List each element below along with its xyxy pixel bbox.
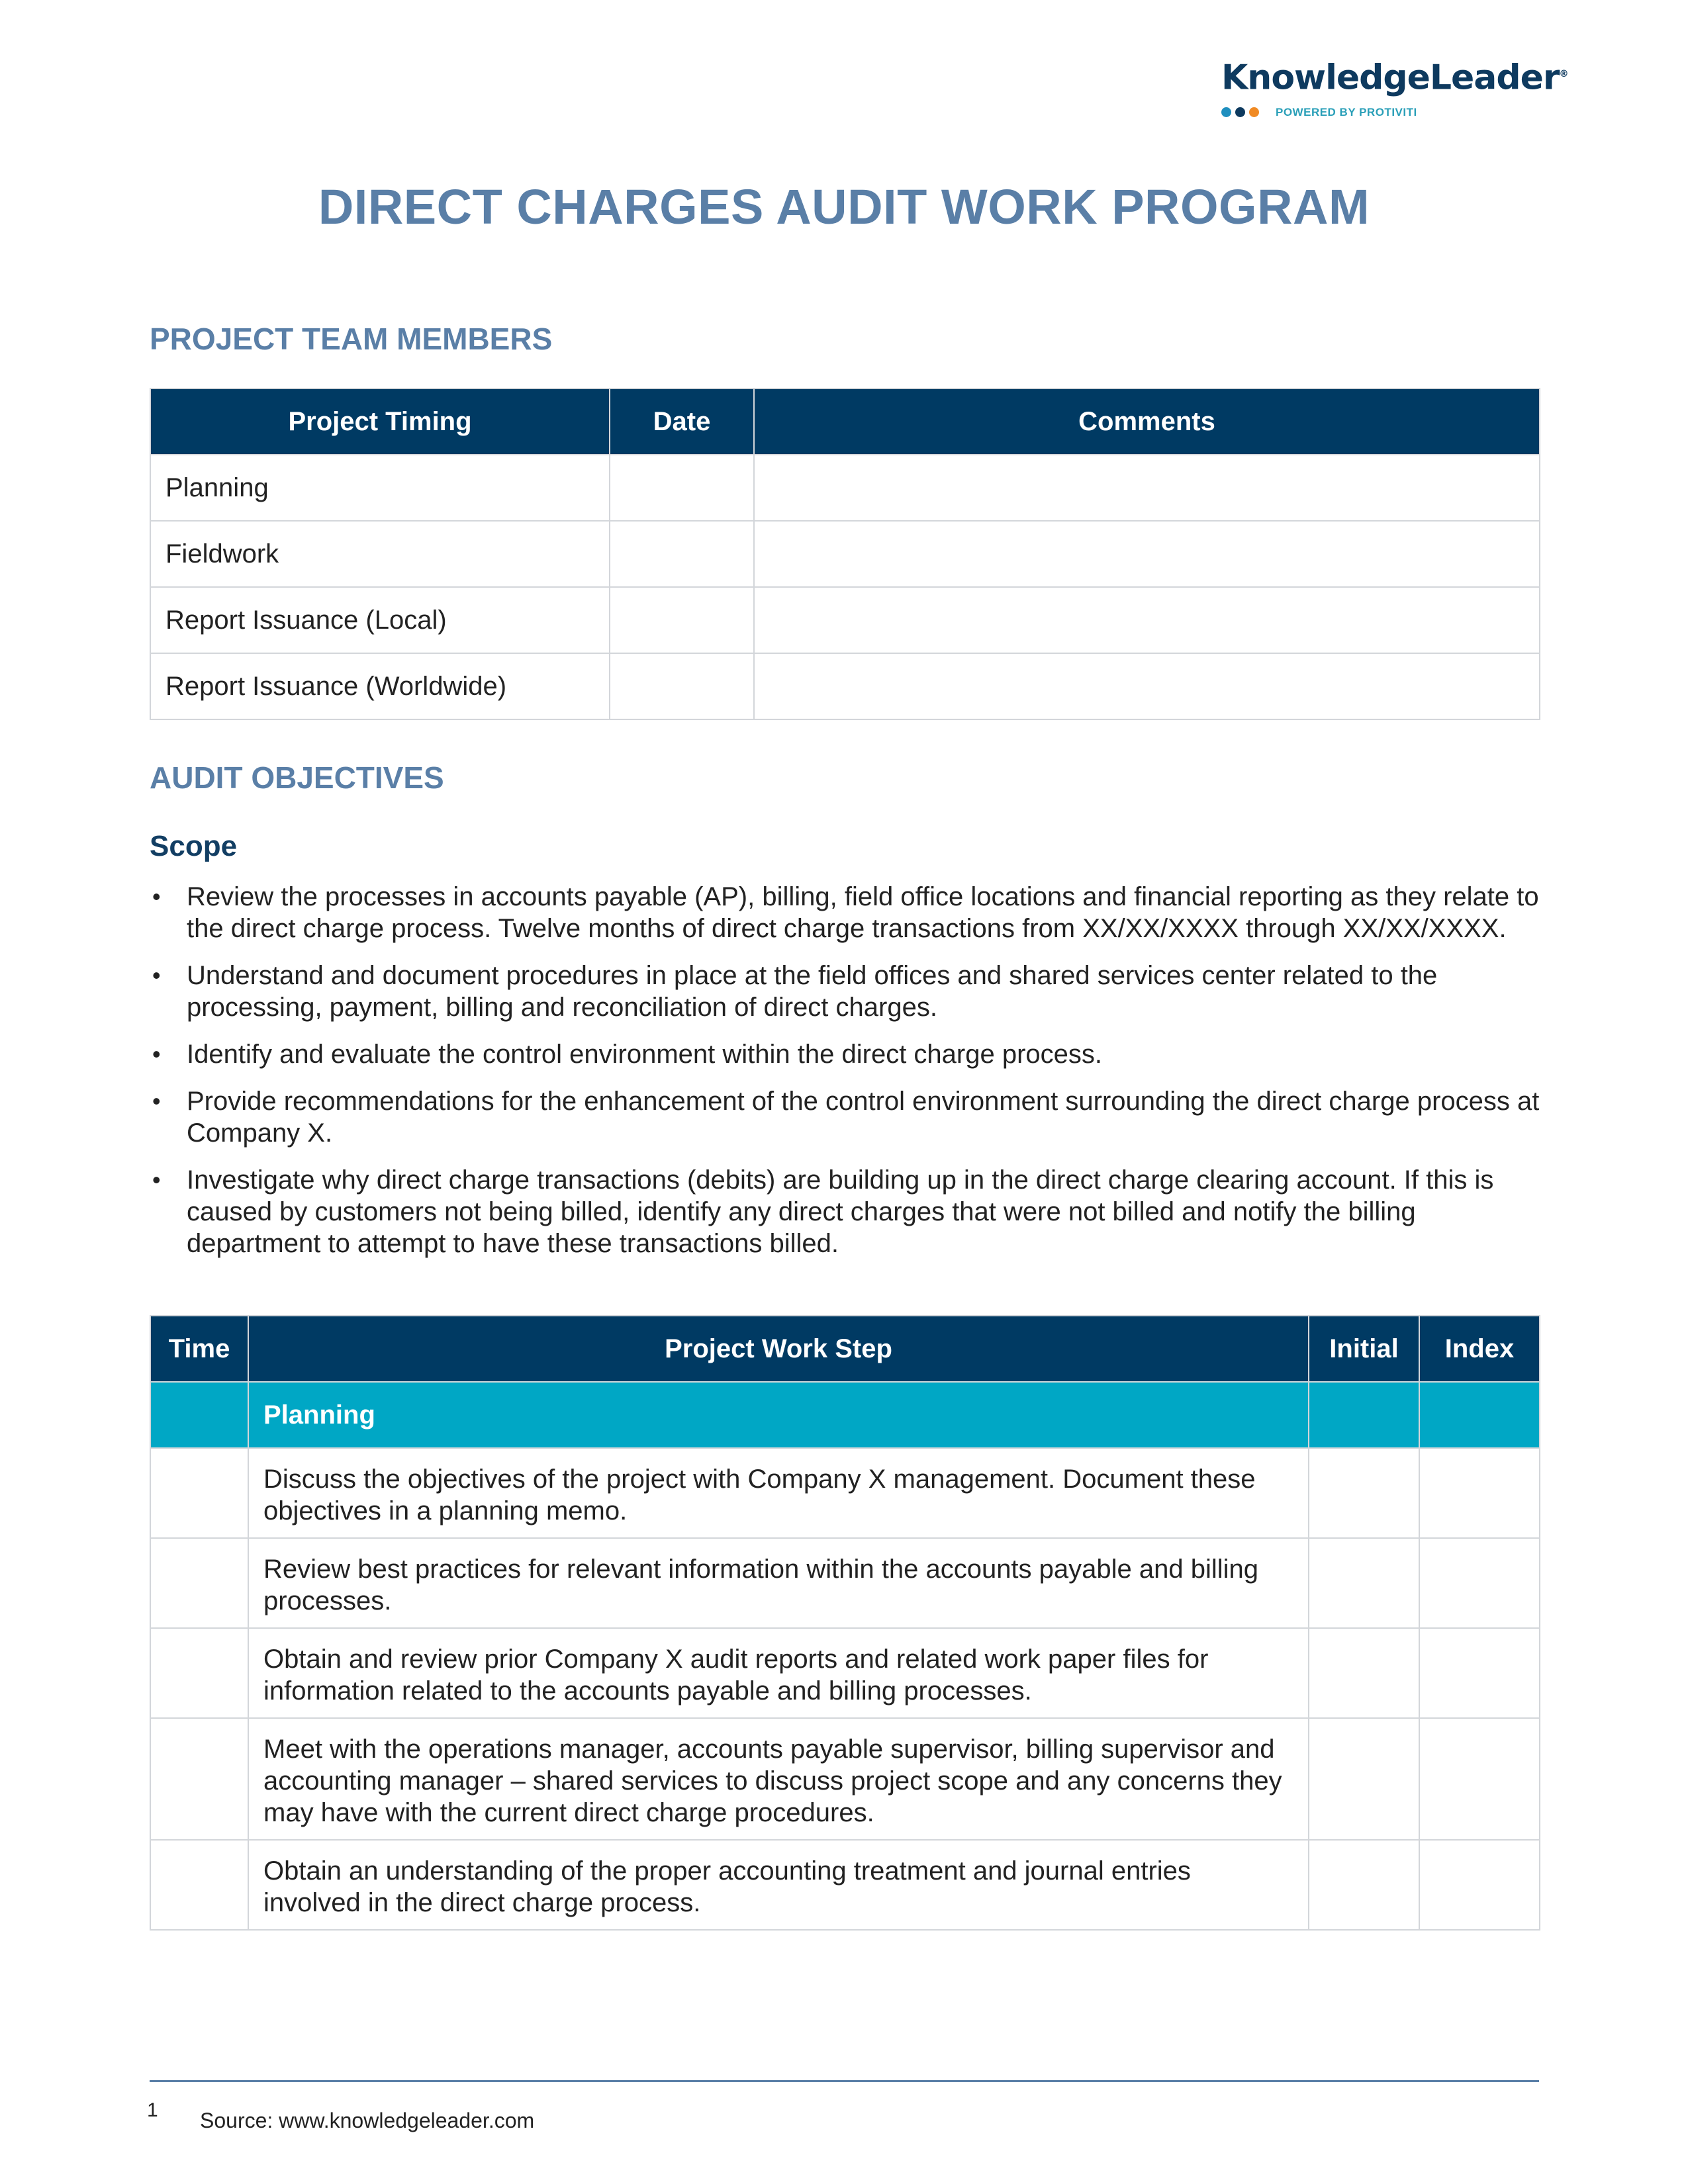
table-row	[150, 1840, 1540, 1930]
logo-dots-icon	[1221, 107, 1262, 118]
audit-objectives-heading: AUDIT OBJECTIVES	[150, 760, 444, 795]
column-header-date: Date	[610, 388, 754, 455]
comments-cell	[754, 653, 1540, 719]
table-header-row	[150, 388, 1540, 455]
scope-list	[150, 881, 1540, 1275]
column-header-project-work-step: Project Work Step	[248, 1316, 1309, 1382]
knowledgeleader-logo	[1221, 54, 1568, 118]
column-header-project-timing: Project Timing	[150, 388, 610, 455]
phase-initial-cell	[1309, 1382, 1419, 1448]
source-note: Source: www.knowledgeleader.com	[200, 2109, 535, 2132]
phase-index-cell	[1419, 1382, 1540, 1448]
work-step-cell: Obtain and review prior Company X audit reports and related work paper files for information related to the accounts payable and billing processes.	[248, 1628, 1309, 1718]
logo-tagline: POWERED BY PROTIVITI	[1276, 106, 1417, 118]
comments-cell	[754, 455, 1540, 521]
document-title: DIRECT CHARGES AUDIT WORK PROGRAM	[318, 179, 1370, 234]
list-item	[150, 1038, 1540, 1070]
bullet-icon: •	[152, 1087, 161, 1115]
date-cell	[610, 521, 754, 587]
column-header-time: Time	[150, 1316, 248, 1382]
table-row	[150, 587, 1540, 653]
scope-item-text: Review the processes in accounts payable (AP), billing, field office locations and financial reporting as they relate to the direct charge process. Twelve months of direct charge transactions from XX/XX/XXXX through XX/XX/XXXX.	[187, 882, 1539, 943]
index-cell	[1419, 1448, 1540, 1538]
table-row	[150, 1448, 1540, 1538]
work-step-cell: Review best practices for relevant information within the accounts payable and billing processes.	[248, 1538, 1309, 1628]
timing-cell: Fieldwork	[150, 521, 610, 587]
project-timing-table	[150, 388, 1540, 720]
column-header-initial: Initial	[1309, 1316, 1419, 1382]
index-cell	[1419, 1538, 1540, 1628]
time-cell	[150, 1538, 248, 1628]
work-step-cell: Meet with the operations manager, accounts payable supervisor, billing supervisor and accounting manager – shared services to discuss project scope and any concerns they may have with the current direct charge procedures.	[248, 1718, 1309, 1840]
scope-heading: Scope	[150, 830, 238, 862]
timing-cell: Planning	[150, 455, 610, 521]
list-item	[150, 1085, 1540, 1149]
table-row	[150, 455, 1540, 521]
index-cell	[1419, 1718, 1540, 1840]
table-row	[150, 521, 1540, 587]
column-header-comments: Comments	[754, 388, 1540, 455]
comments-cell	[754, 587, 1540, 653]
project-team-heading: PROJECT TEAM MEMBERS	[150, 322, 553, 356]
logo-trademark: ®	[1559, 69, 1568, 79]
initial-cell	[1309, 1840, 1419, 1930]
logo-wordmark: KnowledgeLeader	[1221, 58, 1560, 98]
table-row	[150, 1628, 1540, 1718]
work-step-cell: Obtain an understanding of the proper accounting treatment and journal entries involved in the direct charge process.	[248, 1840, 1309, 1930]
bullet-icon: •	[152, 1166, 161, 1193]
time-cell	[150, 1448, 248, 1538]
scope-item-text: Provide recommendations for the enhancement of the control environment surrounding the direct charge process at Company X.	[187, 1087, 1540, 1148]
phase-time-cell	[150, 1382, 248, 1448]
scope-item-text: Investigate why direct charge transactions (debits) are building up in the direct charge clearing account. If this is caused by customers not being billed, identify any direct charges that were not billed and notify the billing department to attempt to have these transactions billed.	[187, 1165, 1494, 1258]
bullet-icon: •	[152, 962, 161, 989]
list-item	[150, 881, 1540, 944]
initial-cell	[1309, 1718, 1419, 1840]
page-number: 1	[147, 2099, 158, 2121]
date-cell	[610, 653, 754, 719]
table-header-row	[150, 1316, 1540, 1382]
initial-cell	[1309, 1628, 1419, 1718]
footer-divider	[150, 2080, 1539, 2082]
bullet-icon: •	[152, 883, 161, 910]
table-row	[150, 1538, 1540, 1628]
scope-item-text: Identify and evaluate the control environment within the direct charge process.	[187, 1040, 1103, 1069]
index-cell	[1419, 1628, 1540, 1718]
phase-label: Planning	[248, 1382, 1309, 1448]
initial-cell	[1309, 1448, 1419, 1538]
logo-dot	[1221, 107, 1231, 117]
phase-row-planning	[150, 1382, 1540, 1448]
time-cell	[150, 1718, 248, 1840]
comments-cell	[754, 521, 1540, 587]
scope-item-text: Understand and document procedures in place at the field offices and shared services center related to the processing, payment, billing and reconciliation of direct charges.	[187, 961, 1438, 1022]
list-item	[150, 1164, 1540, 1259]
initial-cell	[1309, 1538, 1419, 1628]
time-cell	[150, 1628, 248, 1718]
timing-cell: Report Issuance (Worldwide)	[150, 653, 610, 719]
list-item	[150, 960, 1540, 1023]
work-step-cell: Discuss the objectives of the project with Company X management. Document these objectives in a planning memo.	[248, 1448, 1309, 1538]
logo-dot	[1235, 107, 1245, 117]
time-cell	[150, 1840, 248, 1930]
bullet-icon: •	[152, 1040, 161, 1068]
index-cell	[1419, 1840, 1540, 1930]
column-header-index: Index	[1419, 1316, 1540, 1382]
timing-cell: Report Issuance (Local)	[150, 587, 610, 653]
table-row	[150, 1718, 1540, 1840]
date-cell	[610, 455, 754, 521]
work-program-table	[150, 1315, 1540, 1931]
logo-dot	[1249, 107, 1259, 117]
date-cell	[610, 587, 754, 653]
table-row	[150, 653, 1540, 719]
